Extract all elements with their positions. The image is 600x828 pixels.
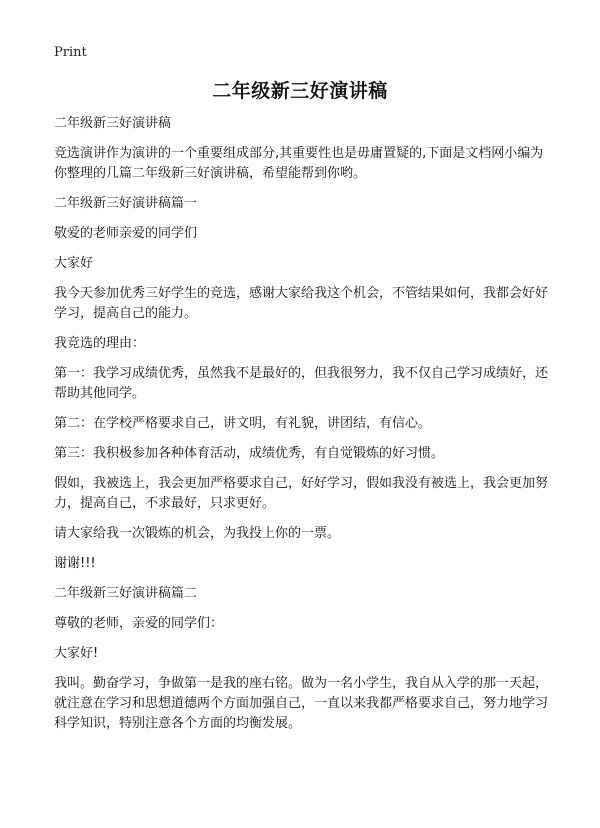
greeting-paragraph: 大家好 [54, 256, 94, 271]
subtitle-paragraph: 二年级新三好演讲稿 [54, 116, 172, 131]
thanks-paragraph: 谢谢!!! [54, 556, 96, 571]
reason-two-paragraph: 第二：在学校严格要求自己，讲文明，有礼貌，讲团结，有信心。 [54, 416, 432, 431]
body-paragraph: 假如，我被选上，我会更加严格要求自己，好好学习，假如我没有被选上，我会更加努力，提高自己，不求最好，只求更好。 [54, 476, 549, 511]
salutation-paragraph: 尊敬的老师，亲爱的同学们： [54, 616, 224, 631]
body-paragraph: 我叫。勤奋学习，争做第一是我的座右铭。做为一名小学生，我自从入学的那一天起，就注意在学习和思想道德两个方面加强自己，一直以来我都严格要求自己，努力地学习科学知识，特别注意各个方面的均衡发展。 [54, 676, 549, 731]
document-title: 二年级新三好演讲稿 [212, 80, 388, 102]
reason-three-paragraph: 第三：我积极参加各种体育活动，成绩优秀，有自觉锻炼的好习惯。 [54, 446, 445, 461]
intro-paragraph: 竞选演讲作为演讲的一个重要组成部分,其重要性也是毋庸置疑的,下面是文档网小编为你整理的几篇二年级新三好演讲稿，希望能帮到你哟。 [54, 146, 544, 181]
reason-one-paragraph: 第一：我学习成绩优秀，虽然我不是最好的，但我很努力，我不仅自己学习成绩好，还帮助其他同学。 [54, 366, 549, 401]
reasons-heading: 我竞选的理由： [54, 336, 146, 351]
greeting-paragraph: 大家好! [54, 646, 99, 661]
document-body [54, 114, 550, 744]
body-paragraph: 请大家给我一次锻炼的机会，为我投上你的一票。 [54, 526, 341, 541]
print-label: Print [54, 45, 87, 60]
section-heading-two: 二年级新三好演讲稿篇二 [54, 586, 198, 601]
body-paragraph: 我今天参加优秀三好学生的竞选，感谢大家给我这个机会，不管结果如何，我都会好好学习，提高自己的能力。 [54, 286, 549, 321]
section-heading-one: 二年级新三好演讲稿篇一 [54, 196, 198, 211]
salutation-paragraph: 敬爱的老师亲爱的同学们 [54, 226, 198, 241]
